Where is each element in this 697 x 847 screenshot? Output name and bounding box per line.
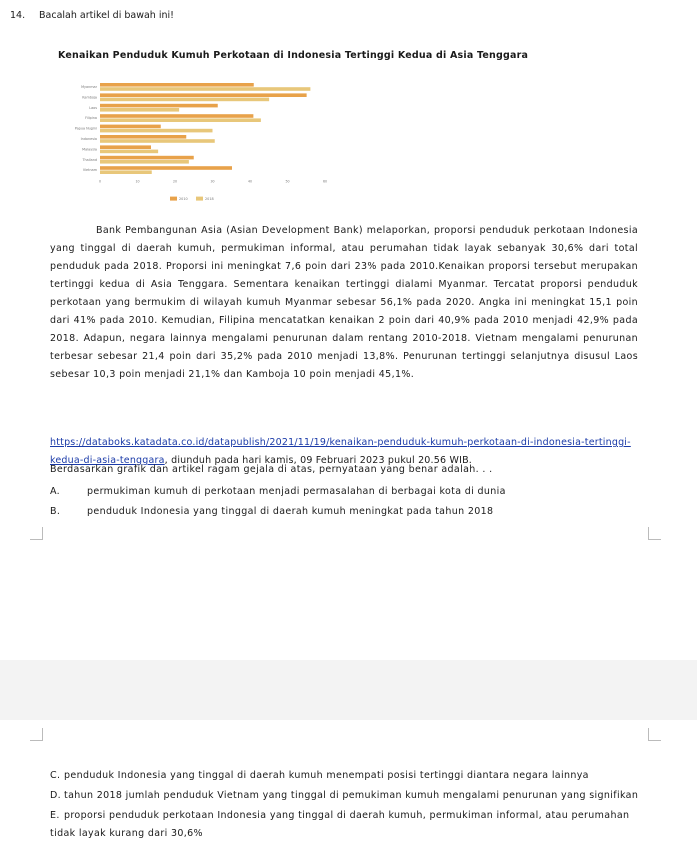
bar-2010-laos [100,104,218,108]
option-letter: A. [50,486,61,497]
article-text: Bank Pembangunan Asia (Asian Development Bank) melaporkan, proporsi penduduk perkotaan Indonesia yang tinggal di daerah kumuh, permukiman informal, atau perumahan tidak layak sebanyak 30,6% dari total penduduk pada 2018. Proporsi ini meningkat 7,6 poin dari 23% pada 2010.Kenaikan proporsi tersebut merupakan tertinggi kedua di Asia Tenggara. Sementara kenaikan tertinggi dialami Myanmar. Tercatat proporsi penduduk perkotaan yang bermukim di wilayah kumuh Myanmar sebesar 56,1% pada 2020. Angka ini meningkat 15,1 poin dari 41% pada 2010. Kemudian, Filipina mencatatkan kenaikan 2 poin dari 40,9% pada 2010 menjadi 42,9% pada 2018. Adapun, negara lainnya mengalami penurunan dalam rentang 2010-2018. Vietnam mengalami penurunan terbesar sebesar 21,4 poin dari 35,2% pada 2010 menjadi 13,8%. Penurunan tertinggi selanjutnya disusul Laos sebesar 10,3 poin menjadi 21,1% dan Kamboja 10 poin menjadi 45,1%. [50,225,638,380]
x-tick-label: 40 [247,179,253,184]
category-label: Vietnam [82,168,97,173]
question-header [10,10,174,21]
legend-label-2018: 2018 [205,197,214,202]
bar-2018-malaysia [100,150,158,154]
option-b[interactable] [50,503,650,521]
category-label: Papua Nugini [74,126,97,131]
option-e[interactable] [50,807,650,843]
x-tick-label: 10 [135,179,140,184]
bar-2018-laos [100,108,179,112]
bar-2010-indonesia [100,135,186,139]
bar-2010-vietnam [100,166,232,170]
page-gap [0,660,697,720]
article-paragraph [50,222,638,384]
option-text: penduduk Indonesia yang tinggal di daerah kumuh menempati posisi tertinggi diantara negara lainnya [64,770,589,781]
question-number: 14. [10,10,26,21]
option-text: proporsi penduduk perkotaan Indonesia yang tinggal di daerah kumuh, permukiman informal, atau perumahan tidak layak kurang dari 30,6% [50,810,630,839]
bar-2010-myanmar [100,83,254,87]
option-a[interactable] [50,483,650,501]
option-letter: C. [50,770,61,781]
legend-label-2010: 2010 [179,197,188,202]
option-letter: E. [50,810,60,821]
option-letter: D. [50,790,62,801]
category-label: Kamboja [82,95,97,100]
bar-chart [60,78,330,218]
bar-2010-papua-nugini [100,125,161,129]
page-corner-mark [648,728,661,741]
bar-2018-filipina [100,118,261,122]
bar-2010-thailand [100,156,194,160]
question-prompt: Berdasarkan grafik dan artikel ragam gejala di atas, pernyataan yang benar adalah. . . [50,464,493,475]
x-tick-label: 50 [285,179,290,184]
category-label: Laos [89,105,97,110]
option-letter: B. [50,506,61,517]
legend-swatch-2018 [196,197,203,201]
bar-2018-myanmar [100,87,310,91]
bar-2018-papua-nugini [100,129,213,133]
source-suffix: , diunduh pada hari kamis, 09 Februari 2023 pukul 20.56 WIB. [164,455,473,466]
legend-swatch-2010 [170,197,177,201]
option-d[interactable] [50,787,650,805]
bar-2018-thailand [100,160,189,164]
document-page-2 [0,720,697,847]
bar-2018-indonesia [100,139,215,143]
option-c[interactable] [50,767,650,785]
bar-2010-filipina [100,114,253,118]
option-text: permukiman kumuh di perkotaan menjadi permasalahan di berbagai kota di dunia [87,486,506,497]
option-text: tahun 2018 jumlah penduduk Vietnam yang tinggal di pemukiman kumuh mengalami penurunan yang signifikan [64,790,639,801]
option-text: penduduk Indonesia yang tinggal di daerah kumuh meningkat pada tahun 2018 [87,506,494,517]
bar-2010-malaysia [100,145,151,149]
category-label: Malaysia [82,147,97,152]
category-label: Indonesia [80,137,97,141]
x-tick-label: 0 [98,179,102,184]
page-corner-mark [648,527,661,540]
article-title: Kenaikan Penduduk Kumuh Perkotaan di Indonesia Tertinggi Kedua di Asia Tenggara [58,50,529,61]
source-link[interactable]: https://databoks.katadata.co.id/datapublish/2021/11/19/kenaikan-penduduk-kumuh-perkotaan-di-indonesia-tertinggi-kedua-di-asia-tenggara [50,437,631,466]
x-tick-label: 60 [322,179,328,184]
bar-2018-vietnam [100,170,152,174]
page-corner-mark [30,527,43,540]
category-label: Filipina [85,116,97,121]
x-tick-label: 30 [210,179,215,184]
question-instruction: Bacalah artikel di bawah ini! [39,10,174,21]
x-tick-label: 20 [172,179,178,184]
category-label: Thailand [82,157,97,162]
bar-2018-kamboja [100,98,269,102]
category-label: Myanmar [81,85,97,89]
page-corner-mark [30,728,43,741]
bar-2010-kamboja [100,93,307,97]
